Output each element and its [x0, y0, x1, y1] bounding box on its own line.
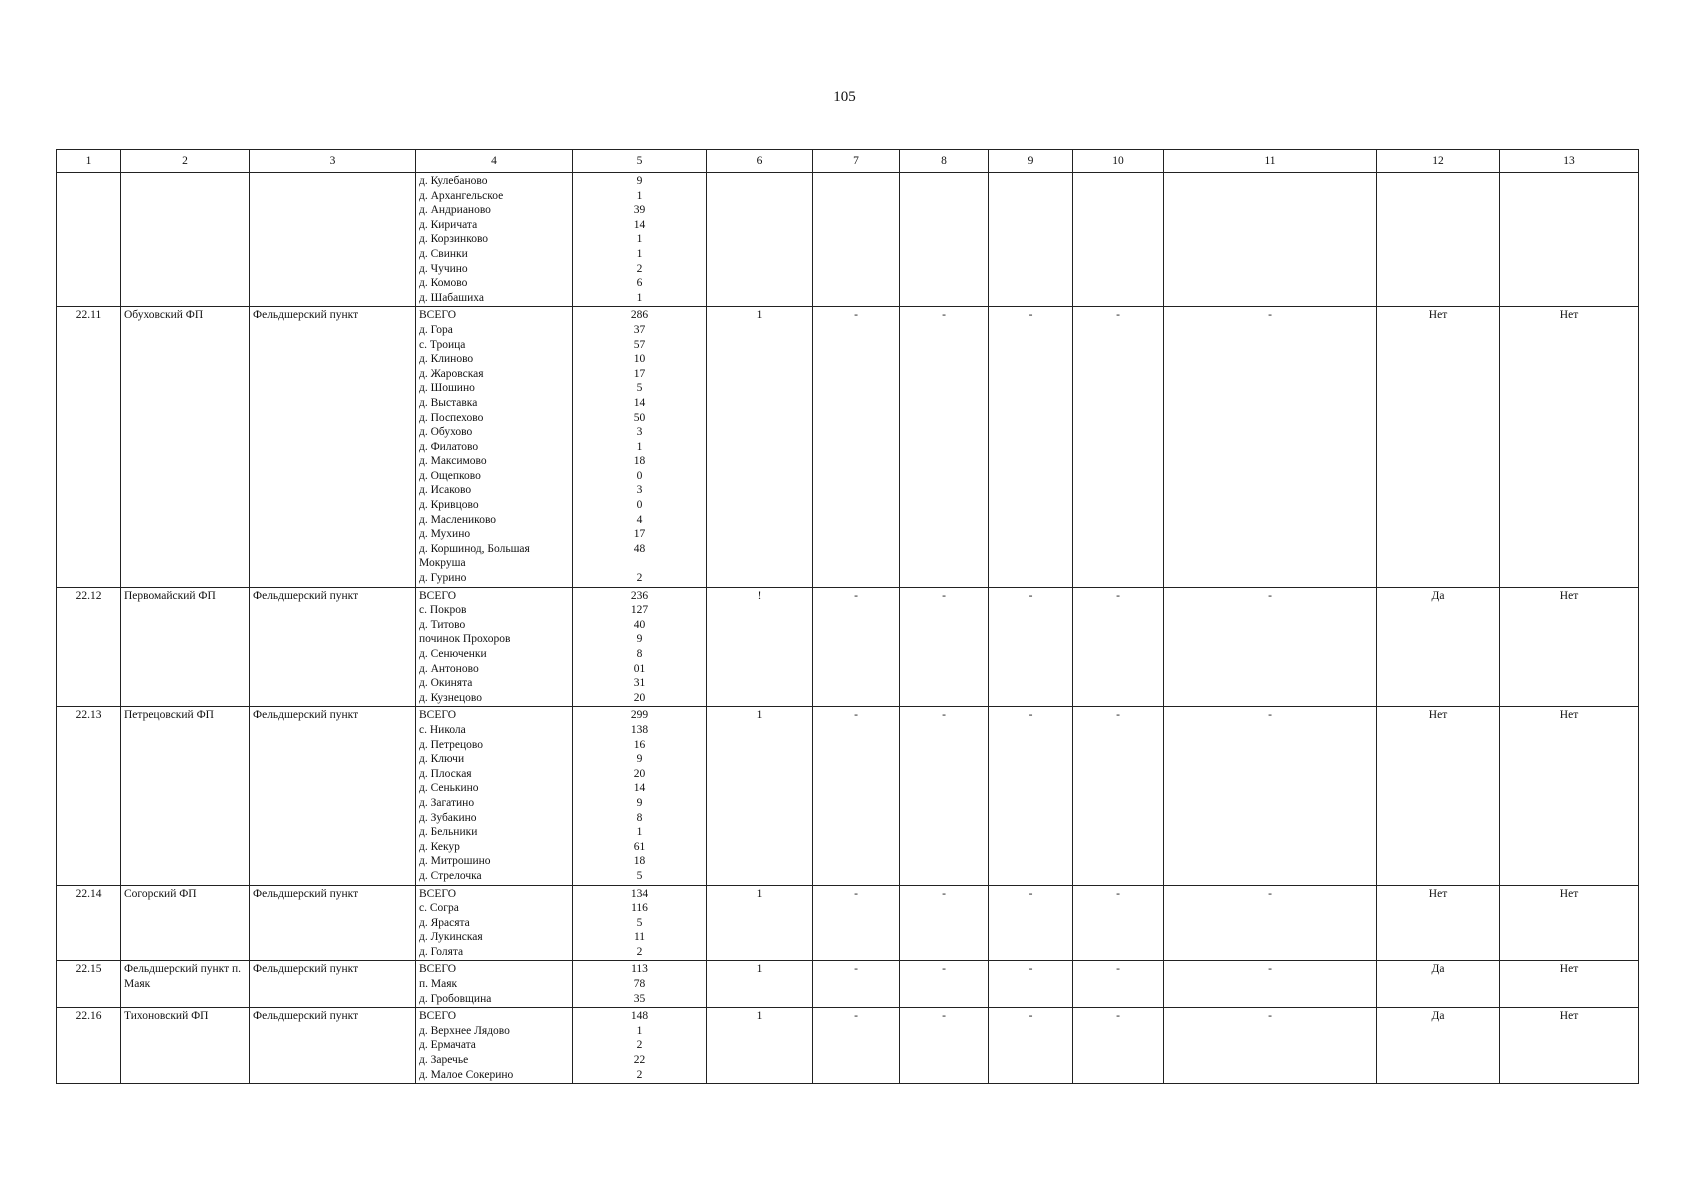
- settlement-name: д. Голята: [419, 945, 464, 958]
- population-count: 9: [636, 753, 643, 766]
- population-count: 286: [630, 309, 649, 322]
- facilities-table: [56, 149, 1639, 1084]
- population-count: 78: [633, 978, 646, 991]
- cell-10: [1073, 173, 1164, 307]
- cell-11: -: [1164, 1008, 1377, 1084]
- settlement-name: д. Маслениково: [419, 513, 497, 526]
- cell-13: Нет: [1500, 707, 1639, 885]
- cell-6: 1: [707, 307, 813, 587]
- settlement-name: д. Бельники: [419, 826, 478, 839]
- cell-num: [57, 173, 121, 307]
- settlement-name: д. Антоново: [419, 662, 479, 675]
- cell-6: [707, 173, 813, 307]
- cell-6: !: [707, 587, 813, 707]
- settlement-name: д. Петрецово: [419, 738, 484, 751]
- settlement-name: д. Лукинская: [419, 931, 483, 944]
- settlement-name: ВСЕГО: [419, 963, 457, 976]
- cell-12: [1377, 173, 1500, 307]
- population-count: 40: [633, 618, 646, 631]
- settlement-name: ВСЕГО: [419, 589, 457, 602]
- settlement-name: д. Ермачата: [419, 1039, 476, 1052]
- settlement-name: д. Гурино: [419, 572, 467, 585]
- population-count: 2: [636, 1068, 643, 1081]
- cell-8: -: [900, 307, 989, 587]
- cell-counts: [573, 307, 707, 587]
- cell-6: 1: [707, 1008, 813, 1084]
- cell-num: 22.16: [57, 1008, 121, 1084]
- population-count: 10: [633, 353, 646, 366]
- continuation-row: [57, 173, 1639, 307]
- settlement-name: д. Верхнее Лядово: [419, 1024, 510, 1037]
- cell-13: [1500, 173, 1639, 307]
- population-count: 1: [636, 440, 643, 453]
- cell-7: -: [813, 1008, 900, 1084]
- settlement-name: д. Филатово: [419, 440, 479, 453]
- population-count: 6: [636, 277, 643, 290]
- cell-7: -: [813, 587, 900, 707]
- settlement-name: д. Коршинод, Большая Мокруша: [419, 542, 530, 570]
- cell-settlements: [416, 173, 573, 307]
- population-count: 4: [636, 513, 643, 526]
- cell-12: Да: [1377, 1008, 1500, 1084]
- population-count: 134: [630, 887, 649, 900]
- cell-11: -: [1164, 307, 1377, 587]
- population-count: 8: [636, 811, 643, 824]
- population-count: 5: [636, 382, 643, 395]
- table-row: [57, 1008, 1639, 1084]
- settlement-name: д. Исаково: [419, 484, 472, 497]
- cell-8: -: [900, 961, 989, 1008]
- settlement-name: д. Архангельское: [419, 189, 504, 202]
- cell-name: Согорский ФП: [121, 885, 250, 961]
- table-row: [57, 587, 1639, 707]
- cell-9: -: [989, 961, 1073, 1008]
- population-count: 113: [631, 963, 648, 976]
- cell-num: 22.15: [57, 961, 121, 1008]
- population-count: 1: [636, 233, 643, 246]
- cell-12: Нет: [1377, 307, 1500, 587]
- settlement-name: д. Окинята: [419, 677, 473, 690]
- settlement-name: д. Титово: [419, 618, 466, 631]
- population-count: 61: [633, 840, 646, 853]
- population-count: 14: [633, 396, 646, 409]
- cell-10: -: [1073, 961, 1164, 1008]
- cell-type: Фельдшерский пункт: [250, 307, 416, 587]
- cell-type: Фельдшерский пункт: [250, 961, 416, 1008]
- population-count: 299: [630, 709, 649, 722]
- population-count: 37: [633, 323, 646, 336]
- settlement-name: д. Мухино: [419, 528, 471, 541]
- table-row: [57, 307, 1639, 587]
- population-count: 3: [636, 484, 643, 497]
- settlement-name: д. Свинки: [419, 247, 468, 260]
- cell-10: -: [1073, 587, 1164, 707]
- cell-7: -: [813, 307, 900, 587]
- column-header-3: 3: [250, 150, 416, 173]
- settlement-name: д. Сенюченки: [419, 648, 487, 660]
- population-count: 20: [633, 691, 646, 704]
- cell-counts: [573, 587, 707, 707]
- cell-name: [121, 173, 250, 307]
- column-header-11: 11: [1164, 150, 1377, 173]
- settlement-name: д. Ощепково: [419, 469, 481, 482]
- settlement-name: ВСЕГО: [419, 887, 457, 900]
- settlement-name: с. Покров: [419, 604, 467, 617]
- cell-type: Фельдшерский пункт: [250, 1008, 416, 1084]
- settlement-name: д. Обухово: [419, 426, 473, 439]
- population-count: 0: [636, 499, 643, 512]
- settlement-name: д. Сенькино: [419, 782, 479, 795]
- settlement-name: починок Прохоров: [419, 633, 511, 646]
- table-row: [57, 885, 1639, 961]
- population-count: 1: [636, 189, 643, 202]
- cell-name: Тихоновский ФП: [121, 1008, 250, 1084]
- cell-8: -: [900, 885, 989, 961]
- settlement-name: д. Кекур: [419, 840, 460, 853]
- cell-8: -: [900, 707, 989, 885]
- population-count: 9: [636, 175, 643, 187]
- settlement-name: д. Гора: [419, 323, 453, 336]
- page-number: 105: [833, 89, 856, 105]
- column-header-13: 13: [1500, 150, 1639, 173]
- population-count: 17: [633, 528, 646, 541]
- cell-name: Фельдшерский пункт п. Маяк: [121, 961, 250, 1008]
- settlement-name: д. Шошино: [419, 382, 475, 395]
- cell-12: Нет: [1377, 707, 1500, 885]
- cell-11: -: [1164, 707, 1377, 885]
- cell-settlements: [416, 307, 573, 587]
- population-count: 0: [636, 469, 643, 482]
- population-count: 2: [636, 945, 643, 958]
- population-count: 31: [633, 677, 646, 690]
- cell-10: -: [1073, 1008, 1164, 1084]
- population-count: 18: [633, 855, 646, 868]
- settlement-name: д. Митрошино: [419, 855, 491, 868]
- cell-11: -: [1164, 587, 1377, 707]
- population-count: 48: [633, 542, 646, 555]
- settlement-name: д. Клиново: [419, 353, 474, 366]
- cell-6: 1: [707, 885, 813, 961]
- column-header-1: 1: [57, 150, 121, 173]
- settlement-name: ВСЕГО: [419, 709, 457, 722]
- population-count: 20: [633, 767, 646, 780]
- cell-counts: [573, 173, 707, 307]
- cell-counts: [573, 707, 707, 885]
- population-count: 148: [630, 1010, 649, 1023]
- settlement-name: д. Жаровская: [419, 367, 484, 380]
- settlement-name: д. Киричата: [419, 218, 478, 231]
- population-count: 1: [636, 291, 643, 304]
- settlement-name: с. Троица: [419, 338, 466, 351]
- settlement-name: д. Ярасята: [419, 916, 470, 929]
- column-header-10: 10: [1073, 150, 1164, 173]
- settlement-name: д. Плоская: [419, 767, 472, 780]
- population-count: 1: [636, 1024, 643, 1037]
- population-count: 14: [633, 218, 646, 231]
- population-count: 50: [633, 411, 646, 424]
- cell-12: Нет: [1377, 885, 1500, 961]
- cell-type: [250, 173, 416, 307]
- cell-settlements: [416, 587, 573, 707]
- column-header-6: 6: [707, 150, 813, 173]
- cell-11: -: [1164, 885, 1377, 961]
- population-count: 2: [636, 1039, 643, 1052]
- settlement-name: ВСЕГО: [419, 309, 457, 322]
- column-header-12: 12: [1377, 150, 1500, 173]
- population-count: 236: [630, 589, 649, 602]
- population-count: 22: [633, 1054, 646, 1067]
- population-count: 138: [630, 723, 649, 736]
- settlement-name: д. Загатино: [419, 796, 475, 809]
- population-count: 11: [633, 931, 646, 944]
- settlement-name: д. Гробовщина: [419, 992, 492, 1005]
- population-count: 17: [633, 367, 646, 380]
- population-count: 16: [633, 738, 646, 751]
- cell-type: Фельдшерский пункт: [250, 885, 416, 961]
- cell-9: -: [989, 1008, 1073, 1084]
- population-count: 9: [636, 796, 643, 809]
- population-count: 35: [633, 992, 646, 1005]
- cell-7: -: [813, 961, 900, 1008]
- settlement-name: д. Зубакино: [419, 811, 477, 824]
- cell-9: -: [989, 587, 1073, 707]
- settlement-name: д. Кривцово: [419, 499, 479, 512]
- cell-7: -: [813, 885, 900, 961]
- cell-11: -: [1164, 961, 1377, 1008]
- population-count: 01: [633, 662, 646, 675]
- cell-8: [900, 173, 989, 307]
- population-count: 14: [633, 782, 646, 795]
- population-count: 39: [633, 204, 646, 217]
- population-count: 9: [636, 633, 643, 646]
- cell-6: 1: [707, 707, 813, 885]
- settlement-name: с. Согра: [419, 902, 459, 915]
- column-header-4: 4: [416, 150, 573, 173]
- settlement-name: д. Поспехово: [419, 411, 484, 424]
- settlement-name: д. Малое Сокерино: [419, 1068, 514, 1081]
- cell-settlements: [416, 707, 573, 885]
- cell-13: Нет: [1500, 587, 1639, 707]
- settlement-name: д. Выставка: [419, 396, 478, 409]
- settlement-name: д. Ключи: [419, 753, 465, 766]
- table-row: [57, 707, 1639, 885]
- settlement-name: д. Андрианово: [419, 204, 491, 217]
- population-count: 2: [636, 572, 643, 585]
- settlement-name: д. Заречье: [419, 1054, 469, 1067]
- population-count: 2: [636, 262, 643, 275]
- cell-8: -: [900, 587, 989, 707]
- cell-10: -: [1073, 707, 1164, 885]
- settlement-name: д. Кузнецово: [419, 691, 482, 704]
- population-count: 3: [636, 426, 643, 439]
- settlement-name: ВСЕГО: [419, 1010, 457, 1023]
- table-body: [57, 173, 1639, 1084]
- population-count: 57: [633, 338, 646, 351]
- cell-num: 22.12: [57, 587, 121, 707]
- cell-counts: [573, 1008, 707, 1084]
- settlement-name: д. Комово: [419, 277, 468, 290]
- cell-9: -: [989, 885, 1073, 961]
- cell-13: Нет: [1500, 885, 1639, 961]
- population-count: 127: [630, 604, 649, 617]
- column-header-7: 7: [813, 150, 900, 173]
- cell-settlements: [416, 1008, 573, 1084]
- cell-settlements: [416, 961, 573, 1008]
- cell-9: [989, 173, 1073, 307]
- population-count: 1: [636, 826, 643, 839]
- cell-name: Первомайский ФП: [121, 587, 250, 707]
- cell-9: -: [989, 707, 1073, 885]
- settlement-name: п. Маяк: [419, 978, 458, 991]
- cell-9: -: [989, 307, 1073, 587]
- table-row: [57, 961, 1639, 1008]
- cell-13: Нет: [1500, 961, 1639, 1008]
- cell-8: -: [900, 1008, 989, 1084]
- population-count: [576, 556, 703, 571]
- cell-11: [1164, 173, 1377, 307]
- header-row: [57, 150, 1639, 173]
- cell-7: [813, 173, 900, 307]
- column-header-5: 5: [573, 150, 707, 173]
- cell-name: Обуховский ФП: [121, 307, 250, 587]
- cell-num: 22.13: [57, 707, 121, 885]
- cell-12: Да: [1377, 961, 1500, 1008]
- cell-num: 22.14: [57, 885, 121, 961]
- cell-type: Фельдшерский пункт: [250, 707, 416, 885]
- settlement-name: д. Корзинково: [419, 233, 489, 246]
- population-count: 116: [631, 902, 648, 915]
- settlement-name: д. Чучино: [419, 262, 468, 275]
- settlement-name: д. Стрелочка: [419, 869, 482, 882]
- cell-counts: [573, 885, 707, 961]
- population-count: 18: [633, 455, 646, 468]
- population-count: 1: [636, 247, 643, 260]
- cell-12: Да: [1377, 587, 1500, 707]
- cell-settlements: [416, 885, 573, 961]
- column-header-8: 8: [900, 150, 989, 173]
- cell-6: 1: [707, 961, 813, 1008]
- population-count: 5: [636, 869, 643, 882]
- column-header-9: 9: [989, 150, 1073, 173]
- cell-13: Нет: [1500, 307, 1639, 587]
- cell-type: Фельдшерский пункт: [250, 587, 416, 707]
- settlement-name: д. Шабашиха: [419, 291, 484, 304]
- population-count: 8: [636, 648, 643, 660]
- settlement-name: д. Максимово: [419, 455, 487, 468]
- cell-10: -: [1073, 307, 1164, 587]
- settlement-name: с. Никола: [419, 723, 466, 736]
- cell-name: Петрецовский ФП: [121, 707, 250, 885]
- settlement-name: д. Кулебаново: [419, 175, 488, 187]
- cell-num: 22.11: [57, 307, 121, 587]
- cell-13: Нет: [1500, 1008, 1639, 1084]
- column-header-2: 2: [121, 150, 250, 173]
- cell-10: -: [1073, 885, 1164, 961]
- cell-counts: [573, 961, 707, 1008]
- cell-7: -: [813, 707, 900, 885]
- population-count: 5: [636, 916, 643, 929]
